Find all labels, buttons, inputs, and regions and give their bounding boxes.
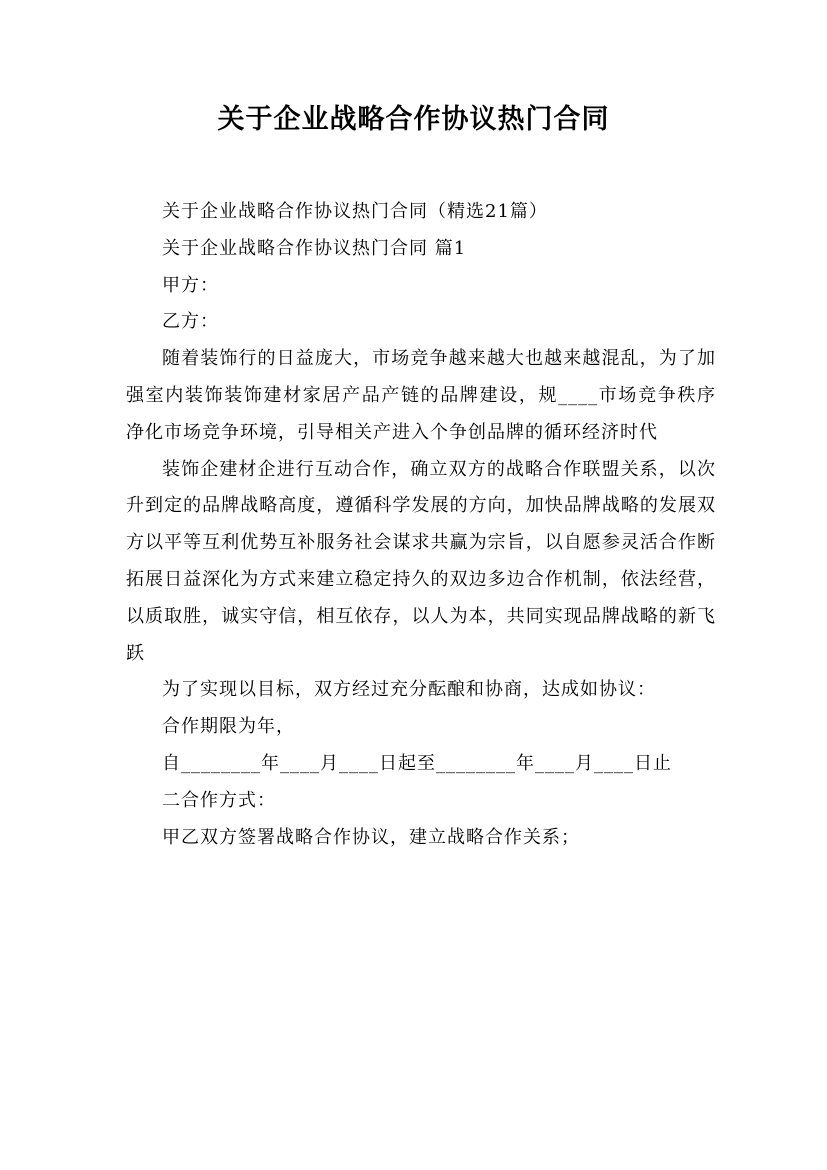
document-title: 关于企业战略合作协议热门合同	[217, 104, 610, 135]
background-paragraph: 随着装饰行的日益庞大，市场竞争越来越大也越来越混乱，为了加强室内装饰装饰建材家居产品产链的品牌建设，规____市场竞争秩序净化市场竞争环境，引导相关产进入个争创品牌的循环经济时代	[126, 348, 716, 443]
document-body	[126, 194, 716, 856]
party-b-label: 乙方：	[162, 311, 219, 333]
subtitle-paragraph: 关于企业战略合作协议热门合同（精选21篇）	[162, 201, 548, 222]
agreement-purpose-paragraph: 为了实现以目标，双方经过充分酝酿和协商，达成如协议：	[162, 679, 656, 701]
term-dates-paragraph: 自________年____月____日起至________年____月____日止	[162, 752, 672, 774]
party-a-label: 甲方：	[162, 274, 219, 296]
term-paragraph: 合作期限为年，	[162, 716, 295, 738]
section-heading: 关于企业战略合作协议热门合同 篇1	[162, 237, 467, 259]
cooperation-paragraph: 装饰企建材企进行互动合作，确立双方的战略合作联盟关系，以次升到定的品牌战略高度，遵循科学发展的方向，加快品牌战略的发展双方以平等互利优势互补服务社会谋求共赢为宗旨，以自愿参灵活合作断拓展日益深化为方式来建立稳定持久的双边多边合作机制，依法经营，以质取胜，诚实守信，相互依存，以人为本，共同实现品牌战略的新飞跃	[126, 458, 716, 664]
cooperation-method-paragraph: 甲乙双方签署战略合作协议，建立战略合作关系；	[162, 826, 580, 848]
cooperation-method-heading: 二合作方式：	[162, 789, 276, 811]
